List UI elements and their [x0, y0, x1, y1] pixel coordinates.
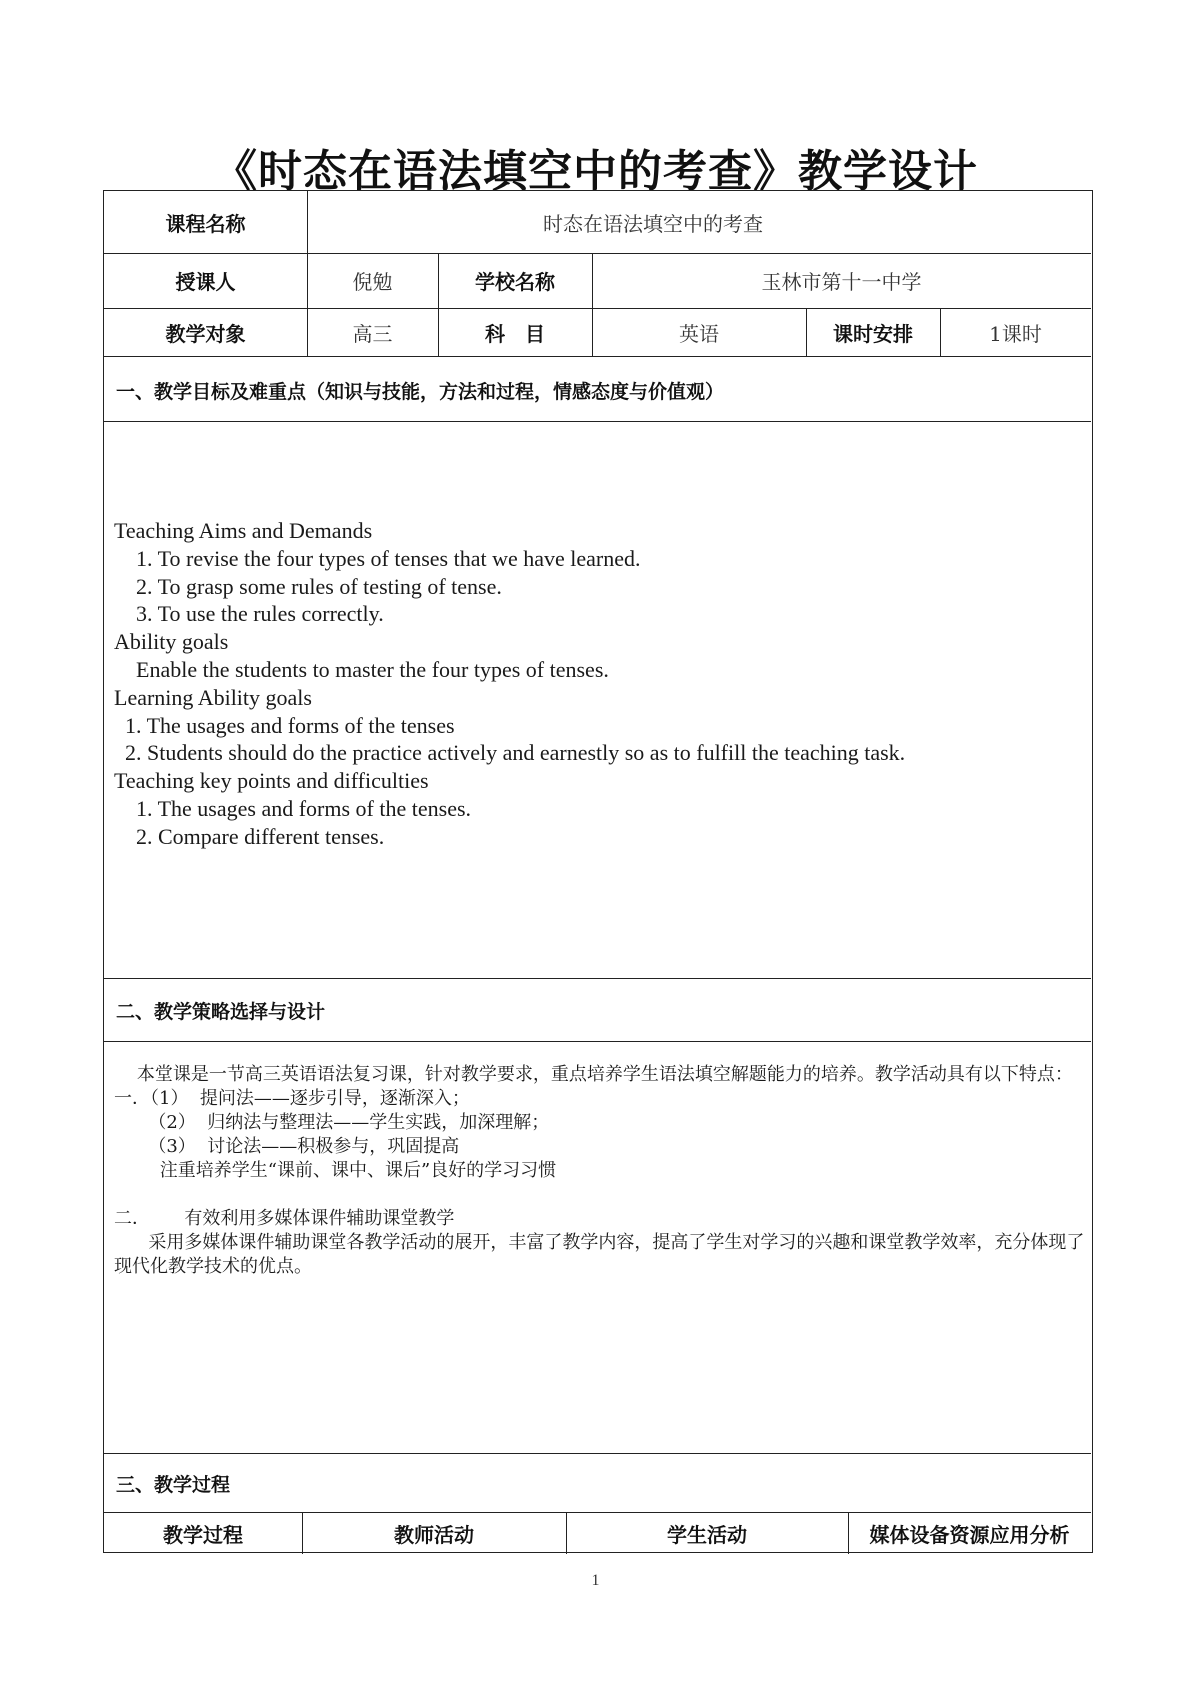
section-objectives-body: [114, 517, 905, 851]
subject-label: 科 目: [485, 321, 545, 346]
hours-label: 课时安排: [833, 321, 913, 346]
target-label: 教学对象: [165, 321, 246, 346]
teacher-activity-col-header: 教师活动: [394, 1522, 474, 1547]
lesson-plan-table: [103, 190, 1093, 1553]
strategy-line: [114, 1183, 1086, 1207]
objective-line: 1. The usages and forms of the tenses: [114, 712, 455, 738]
objective-line: Learning Ability goals: [114, 684, 312, 710]
row-divider: [104, 1041, 1091, 1042]
objective-line: 2. Students should do the practice actively and earnestly so as to fulfill the teaching task.: [114, 740, 906, 766]
objective-line: Teaching key points and difficulties: [114, 768, 429, 794]
school-label: 学校名称: [475, 270, 555, 294]
student-activity-col-header: 学生活动: [667, 1522, 747, 1547]
course-name-value: 时态在语法填空中的考查: [543, 211, 763, 236]
subject-value: 英语: [679, 321, 719, 346]
section-process-heading: 三、教学过程: [116, 1474, 231, 1496]
row-divider: [104, 421, 1091, 422]
strategy-line: 注重培养学生“课前、课中、课后”良好的学习习惯: [114, 1160, 557, 1181]
course-name-label: 课程名称: [165, 211, 246, 236]
page-number: 1: [591, 1572, 600, 1589]
objective-line: Ability goals: [114, 629, 229, 655]
media-analysis-col-header: 媒体设备资源应用分析: [869, 1522, 1070, 1547]
section-strategy-body: [114, 1063, 1086, 1279]
objective-line: 1. To revise the four types of tenses that we have learned.: [114, 545, 641, 571]
school-value: 玉林市第十一中学: [761, 270, 922, 294]
document-title: 《时态在语法填空中的考查》教学设计: [213, 146, 978, 197]
row-divider: [104, 356, 1091, 357]
strategy-line: （3） 讨论法——积极参与，巩固提高: [114, 1136, 460, 1157]
section-strategy-heading: 二、教学策略选择与设计: [116, 1001, 326, 1023]
objective-line: 1. The usages and forms of the tenses.: [114, 795, 472, 821]
objective-line: Teaching Aims and Demands: [114, 518, 373, 543]
objective-line: Enable the students to master the four types of tenses.: [114, 656, 609, 682]
section-objectives-heading: 一、教学目标及难重点（知识与技能，方法和过程，情感态度与价值观）: [116, 381, 725, 403]
teacher-label: 授课人: [175, 270, 236, 294]
row-divider: [104, 1453, 1091, 1454]
strategy-line: 二． 有效利用多媒体课件辅助课堂教学: [114, 1208, 455, 1229]
strategy-line: （2） 归纳法与整理法——学生实践，加深理解；: [114, 1112, 550, 1133]
teacher-value: 倪勉: [352, 270, 393, 294]
strategy-line: 一．（1） 提问法——逐步引导，逐渐深入；: [114, 1088, 470, 1109]
strategy-line: 本堂课是一节高三英语语法复习课，针对教学要求，重点培养学生语法填空解题能力的培养。教学活动具有以下特点：: [114, 1064, 1073, 1085]
strategy-line: 采用多媒体课件辅助课堂各教学活动的展开，丰富了教学内容，提高了学生对学习的兴趣和课堂教学效率，充分体现了现代化教学技术的优点。: [114, 1232, 1085, 1277]
objective-line: 2. To grasp some rules of testing of tense.: [114, 573, 502, 599]
objective-line: 2. Compare different tenses.: [114, 823, 385, 849]
hours-value: 1课时: [989, 321, 1042, 346]
objective-line: 3. To use the rules correctly.: [114, 601, 384, 627]
row-divider: [104, 978, 1091, 979]
process-col-header: 教学过程: [163, 1522, 243, 1547]
target-value: 高三: [352, 321, 393, 346]
